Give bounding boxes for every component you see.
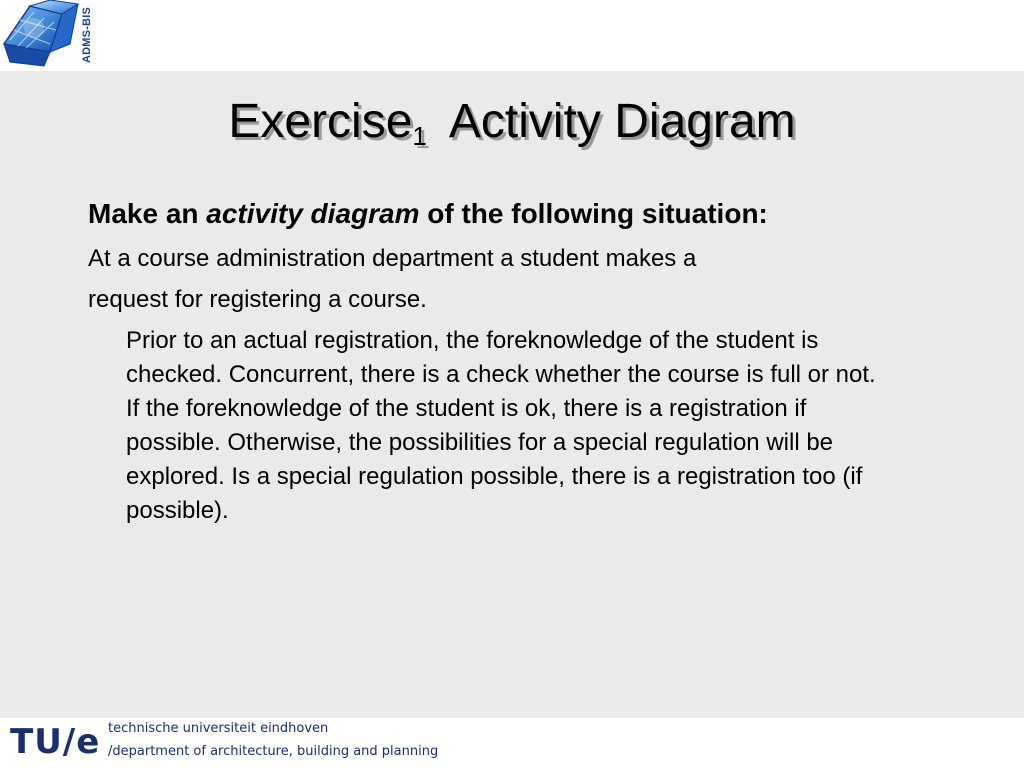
heading-part1: Make an (88, 198, 207, 229)
university-name: technische universiteit eindhoven (108, 721, 329, 736)
adms-logo-text: ADMS-BIS (81, 7, 93, 63)
adms-logo-icon (0, 0, 82, 71)
paragraph-line: If the foreknowledge of the student is ok, there is a registration if (126, 395, 807, 422)
paragraph-line: possible). (126, 497, 229, 524)
intro-line-1: At a course administration department a student makes a (88, 245, 697, 272)
slide-title (0, 92, 1024, 152)
paragraph-line: explored. Is a special regulation possible, there is a registration too (if (126, 463, 863, 490)
title-subscript: 1 (412, 121, 427, 151)
heading-part2: of the following situation: (419, 198, 768, 229)
title-rest: Activity Diagram (448, 95, 796, 148)
heading-emphasis: activity diagram (206, 198, 420, 229)
paragraph-line: possible. Otherwise, the possibilities for a special regulation will be (126, 429, 834, 456)
paragraph-line: Prior to an actual registration, the foreknowledge of the student is (126, 327, 819, 354)
title-main: Exercise (228, 95, 413, 148)
slide-content (0, 71, 1024, 718)
header-bar (0, 0, 1024, 71)
paragraph-line: checked. Concurrent, there is a check whether the course is full or not. (126, 361, 876, 388)
footer-bar (0, 718, 1024, 768)
slide-heading (88, 195, 768, 233)
tue-logo: TU/e (10, 722, 101, 762)
situation-paragraph (126, 324, 1021, 528)
intro-line-2: request for registering a course. (88, 286, 427, 313)
department-name: /department of architecture, building and planning (108, 744, 439, 759)
